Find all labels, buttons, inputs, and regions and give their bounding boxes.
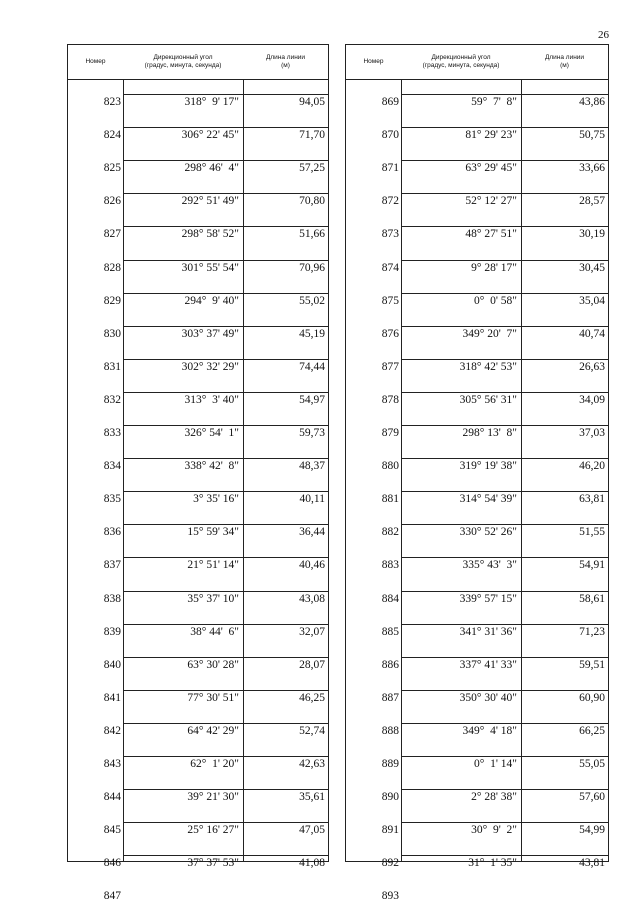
table-row <box>68 278 328 311</box>
point-number: 890 <box>381 791 399 804</box>
row-divider <box>123 756 328 757</box>
line-length: 26,63 <box>579 360 605 373</box>
table-row <box>346 377 608 410</box>
header-length: Длина линии (м) <box>544 54 585 69</box>
direction-angle: 37° 37' 53" <box>187 857 239 870</box>
row-divider <box>123 193 328 194</box>
table-row <box>346 609 608 642</box>
header-length: Длина линии (м) <box>265 54 306 69</box>
line-length: 52,74 <box>299 724 325 737</box>
row-divider <box>401 392 608 393</box>
direction-angle: 349° 20' 7" <box>462 327 517 340</box>
direction-angle: 38° 44' 6" <box>190 625 239 638</box>
table-row <box>68 642 328 675</box>
row-divider <box>401 293 608 294</box>
line-length: 57,60 <box>579 791 605 804</box>
row-divider <box>401 458 608 459</box>
line-length: 60,90 <box>579 691 605 704</box>
table-row <box>346 311 608 344</box>
left-coordinate-table <box>67 44 329 903</box>
table-row <box>346 873 608 906</box>
line-length: 46,25 <box>299 691 325 704</box>
row-divider <box>401 359 608 360</box>
point-number: 875 <box>381 294 399 307</box>
point-number: 880 <box>381 460 399 473</box>
table-row <box>346 344 608 377</box>
line-length: 30,19 <box>579 228 605 241</box>
point-number: 846 <box>103 857 121 870</box>
direction-angle: 3° 35' 16" <box>193 493 239 506</box>
table-row <box>346 278 608 311</box>
direction-angle: 48° 27' 51" <box>465 228 517 241</box>
table-row <box>346 178 608 211</box>
table-row <box>68 79 328 112</box>
table-row <box>68 112 328 145</box>
row-divider <box>401 326 608 327</box>
row-divider <box>123 425 328 426</box>
point-number: 840 <box>103 658 121 671</box>
direction-angle: 318° 9' 17" <box>184 96 239 108</box>
line-length: 71,70 <box>299 129 325 142</box>
point-number: 891 <box>381 824 399 837</box>
point-number: 871 <box>381 162 399 175</box>
direction-angle: 301° 55' 54" <box>181 261 239 274</box>
row-divider <box>123 855 328 856</box>
table-row <box>68 311 328 344</box>
point-number: 823 <box>103 96 121 108</box>
table-row <box>68 873 328 906</box>
table-body <box>68 79 328 903</box>
table-row <box>68 708 328 741</box>
direction-angle: 21° 51' 14" <box>187 559 239 572</box>
direction-angle: 349° 4' 18" <box>462 724 517 737</box>
direction-angle: 52° 12' 27" <box>465 195 517 208</box>
direction-angle: 77° 30' 51" <box>187 691 239 704</box>
line-length: 35,04 <box>579 294 605 307</box>
table-row <box>68 807 328 840</box>
line-length: 70,80 <box>299 195 325 208</box>
point-number: 872 <box>381 195 399 208</box>
point-number: 830 <box>103 327 121 340</box>
table-row <box>346 840 608 873</box>
point-number: 887 <box>381 691 399 704</box>
line-length: 37,03 <box>579 427 605 439</box>
line-length: 47,05 <box>299 824 325 837</box>
point-number: 832 <box>103 393 121 406</box>
table-row <box>68 774 328 807</box>
row-divider <box>401 789 608 790</box>
row-divider <box>123 127 328 128</box>
table-row <box>346 410 608 443</box>
line-length: 66,25 <box>579 724 605 737</box>
row-divider <box>401 127 608 128</box>
line-length: 36,44 <box>299 526 325 539</box>
direction-angle: 341° 31' 36" <box>459 625 517 638</box>
point-number: 824 <box>103 129 121 142</box>
line-length: 71,23 <box>579 625 605 638</box>
direction-angle: 2° 28' 38" <box>471 791 517 804</box>
point-number: 828 <box>103 261 121 274</box>
direction-angle: 0° 1' 14" <box>474 758 517 770</box>
line-length: 51,55 <box>579 526 605 539</box>
line-length: 43,08 <box>299 592 325 605</box>
table-row <box>68 609 328 642</box>
header-angle: Дирекционный угол (градус, минута, секунда) <box>144 54 222 69</box>
direction-angle: 30° 9' 2" <box>471 824 517 837</box>
row-divider <box>401 160 608 161</box>
line-length: 57,25 <box>299 162 325 175</box>
direction-angle: 64° 42' 29" <box>187 724 239 737</box>
row-divider <box>401 425 608 426</box>
table-row <box>346 509 608 542</box>
table-row <box>346 443 608 476</box>
row-divider <box>401 226 608 227</box>
line-length: 41,08 <box>299 857 325 870</box>
line-length: 40,74 <box>579 327 605 340</box>
point-number: 883 <box>381 559 399 572</box>
direction-angle: 81° 29' 23" <box>465 129 517 142</box>
point-number: 835 <box>103 493 121 506</box>
row-divider <box>123 624 328 625</box>
row-divider <box>401 855 608 856</box>
point-number: 884 <box>381 592 399 605</box>
point-number: 826 <box>103 195 121 208</box>
table-row <box>68 509 328 542</box>
line-length: 59,73 <box>299 427 325 439</box>
line-length: 43,81 <box>579 857 605 870</box>
line-length: 63,81 <box>579 493 605 506</box>
line-length: 54,91 <box>579 559 605 572</box>
table-row <box>346 741 608 774</box>
line-length: 58,61 <box>579 592 605 605</box>
line-length: 45,19 <box>299 327 325 340</box>
direction-angle: 338° 42' 8" <box>184 460 239 473</box>
page-number: 26 <box>598 29 609 41</box>
line-length: 51,66 <box>299 228 325 241</box>
point-number: 843 <box>103 758 121 770</box>
line-length: 54,97 <box>299 393 325 406</box>
row-divider <box>123 789 328 790</box>
direction-angle: 298° 58' 52" <box>181 228 239 241</box>
row-divider <box>401 723 608 724</box>
point-number: 839 <box>103 625 121 638</box>
row-divider <box>123 293 328 294</box>
point-number: 881 <box>381 493 399 506</box>
point-number: 886 <box>381 658 399 671</box>
table-row <box>346 708 608 741</box>
line-length: 33,66 <box>579 162 605 175</box>
direction-angle: 337° 41' 33" <box>459 658 517 671</box>
line-length: 28,07 <box>299 658 325 671</box>
row-divider <box>123 657 328 658</box>
line-length: 48,37 <box>299 460 325 473</box>
line-length: 32,07 <box>299 625 325 638</box>
row-divider <box>401 260 608 261</box>
direction-angle: 313° 3' 40" <box>184 393 239 406</box>
direction-angle: 15° 59' 34" <box>187 526 239 539</box>
point-number: 877 <box>381 360 399 373</box>
point-number: 844 <box>103 791 121 804</box>
row-divider <box>401 193 608 194</box>
table-row <box>68 476 328 509</box>
table-row <box>68 377 328 410</box>
table-row <box>68 675 328 708</box>
table-row <box>346 112 608 145</box>
point-number: 837 <box>103 559 121 572</box>
row-divider <box>401 557 608 558</box>
direction-angle: 63° 30' 28" <box>187 658 239 671</box>
point-number: 825 <box>103 162 121 175</box>
line-length: 35,61 <box>299 791 325 804</box>
point-number: 833 <box>103 427 121 439</box>
row-divider <box>401 756 608 757</box>
direction-angle: 0° 0' 58" <box>474 294 517 307</box>
point-number: 836 <box>103 526 121 539</box>
table-row <box>68 410 328 443</box>
point-number: 829 <box>103 294 121 307</box>
point-number: 889 <box>381 758 399 770</box>
header-angle: Дирекционный угол (градус, минута, секунда) <box>422 54 500 69</box>
line-length: 94,05 <box>299 96 325 108</box>
point-number: 870 <box>381 129 399 142</box>
line-length: 50,75 <box>579 129 605 142</box>
direction-angle: 319° 19' 38" <box>459 460 517 473</box>
direction-angle: 25° 16' 27" <box>187 824 239 837</box>
line-length: 70,96 <box>299 261 325 274</box>
table-row <box>346 675 608 708</box>
point-number: 869 <box>381 96 399 108</box>
point-number: 873 <box>381 228 399 241</box>
line-length: 55,02 <box>299 294 325 307</box>
direction-angle: 335° 43' 3" <box>462 559 517 572</box>
direction-angle: 59° 7' 8" <box>471 96 517 108</box>
table-row <box>68 245 328 278</box>
table-row <box>346 476 608 509</box>
point-number: 841 <box>103 691 121 704</box>
table-row <box>68 344 328 377</box>
row-divider <box>401 524 608 525</box>
line-length: 40,11 <box>299 493 325 506</box>
row-divider <box>401 624 608 625</box>
table-row <box>68 576 328 609</box>
line-length: 42,63 <box>299 758 325 770</box>
table-row <box>68 542 328 575</box>
direction-angle: 314° 54' 39" <box>459 493 517 506</box>
row-divider <box>123 822 328 823</box>
table-row <box>68 178 328 211</box>
table-row <box>346 145 608 178</box>
row-divider <box>401 94 608 95</box>
table-body <box>346 79 608 903</box>
row-divider <box>123 226 328 227</box>
point-number: 831 <box>103 360 121 373</box>
point-number: 893 <box>381 890 399 903</box>
row-divider <box>123 392 328 393</box>
direction-angle: 302° 32' 29" <box>181 360 239 373</box>
row-divider <box>123 557 328 558</box>
direction-angle: 330° 52' 26" <box>459 526 517 539</box>
point-number: 874 <box>381 261 399 274</box>
direction-angle: 62° 1' 20" <box>190 758 239 770</box>
row-divider <box>123 326 328 327</box>
table-header <box>346 45 608 80</box>
table-row <box>68 840 328 873</box>
row-divider <box>123 160 328 161</box>
line-length: 40,46 <box>299 559 325 572</box>
right-coordinate-table <box>345 44 609 903</box>
point-number: 838 <box>103 592 121 605</box>
row-divider <box>401 591 608 592</box>
direction-angle: 326° 54' 1" <box>184 427 239 439</box>
direction-angle: 294° 9' 40" <box>184 294 239 307</box>
direction-angle: 39° 21' 30" <box>187 791 239 804</box>
point-number: 842 <box>103 724 121 737</box>
row-divider <box>123 524 328 525</box>
direction-angle: 298° 46' 4" <box>184 162 239 175</box>
table-row <box>346 542 608 575</box>
direction-angle: 318° 42' 53" <box>459 360 517 373</box>
direction-angle: 350° 30' 40" <box>459 691 517 704</box>
table-row <box>346 211 608 244</box>
row-divider <box>123 458 328 459</box>
direction-angle: 292° 51' 49" <box>181 195 239 208</box>
row-divider <box>123 591 328 592</box>
header-number: Номер <box>363 58 384 65</box>
table-row <box>68 211 328 244</box>
point-number: 888 <box>381 724 399 737</box>
direction-angle: 339° 57' 15" <box>459 592 517 605</box>
row-divider <box>123 491 328 492</box>
table-row <box>346 642 608 675</box>
point-number: 885 <box>381 625 399 638</box>
point-number: 827 <box>103 228 121 241</box>
point-number: 834 <box>103 460 121 473</box>
direction-angle: 305° 56' 31" <box>459 393 517 406</box>
point-number: 882 <box>381 526 399 539</box>
point-number: 876 <box>381 327 399 340</box>
table-row <box>346 576 608 609</box>
point-number: 892 <box>381 857 399 870</box>
table-header <box>68 45 328 80</box>
row-divider <box>401 657 608 658</box>
point-number: 879 <box>381 427 399 439</box>
row-divider <box>123 359 328 360</box>
direction-angle: 9° 28' 17" <box>471 261 517 274</box>
table-row <box>346 807 608 840</box>
direction-angle: 31° 1' 35" <box>468 857 517 870</box>
line-length: 74,44 <box>299 360 325 373</box>
point-number: 878 <box>381 393 399 406</box>
direction-angle: 303° 37' 49" <box>181 327 239 340</box>
row-divider <box>401 690 608 691</box>
line-length: 55,05 <box>579 758 605 770</box>
direction-angle: 35° 37' 10" <box>187 592 239 605</box>
line-length: 46,20 <box>579 460 605 473</box>
row-divider <box>401 822 608 823</box>
line-length: 34,09 <box>579 393 605 406</box>
direction-angle: 306° 22' 45" <box>181 129 239 142</box>
line-length: 28,57 <box>579 195 605 208</box>
line-length: 59,51 <box>579 658 605 671</box>
table-row <box>68 443 328 476</box>
direction-angle: 298° 13' 8" <box>462 427 517 439</box>
row-divider <box>123 94 328 95</box>
line-length: 30,45 <box>579 261 605 274</box>
table-row <box>346 79 608 112</box>
row-divider <box>401 491 608 492</box>
row-divider <box>123 260 328 261</box>
line-length: 54,99 <box>579 824 605 837</box>
line-length: 43,86 <box>579 96 605 108</box>
row-divider <box>123 690 328 691</box>
table-row <box>346 774 608 807</box>
direction-angle: 63° 29' 45" <box>465 162 517 175</box>
header-number: Номер <box>85 58 106 65</box>
point-number: 847 <box>103 890 121 903</box>
point-number: 845 <box>103 824 121 837</box>
table-row <box>68 145 328 178</box>
table-row <box>346 245 608 278</box>
row-divider <box>123 723 328 724</box>
table-row <box>68 741 328 774</box>
